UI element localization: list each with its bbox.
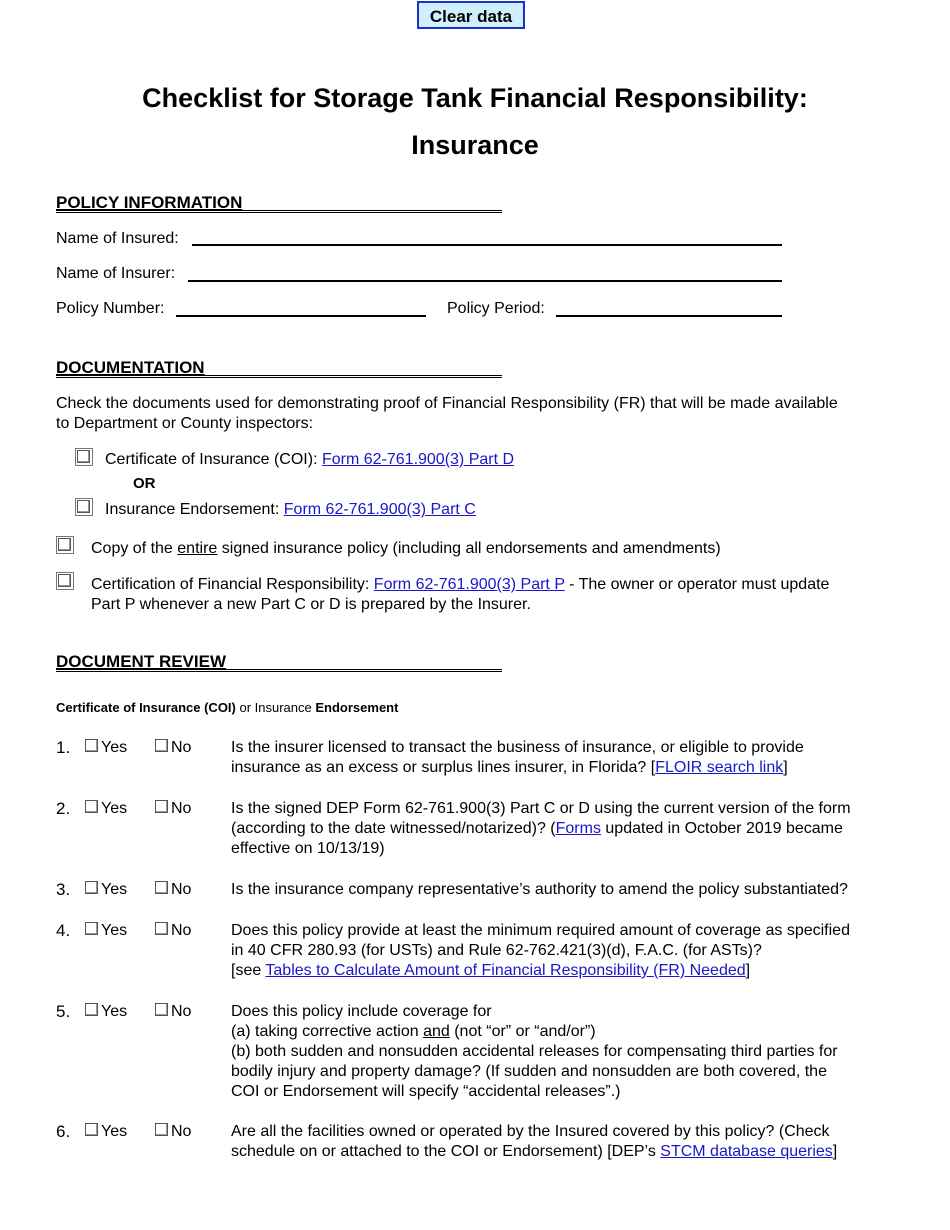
q6-text-line2 <box>231 1142 837 1162</box>
q6-yes-checkbox[interactable] <box>85 1123 98 1136</box>
endorsement-checkbox[interactable] <box>75 498 93 516</box>
certification-text: - The owner or operator must update <box>564 576 830 593</box>
checkbox-box <box>77 500 90 513</box>
yes-label: Yes <box>101 800 128 817</box>
review-subheading-coi: Certificate of Insurance (COI) <box>56 700 236 715</box>
page-title-line2: Insurance <box>411 130 539 160</box>
q5-text-line4: bodily injury and property damage? (If sudden and nonsudden are both covered, the <box>231 1063 827 1080</box>
q4-yes-checkbox[interactable] <box>85 922 98 935</box>
no-label: No <box>171 1123 192 1140</box>
policy-period-label: Policy Period: <box>447 300 545 317</box>
question-number: 1. <box>56 738 71 757</box>
q5-text-emphasis: and <box>423 1023 450 1040</box>
q6-no-checkbox[interactable] <box>155 1123 168 1136</box>
endorsement-form-link[interactable]: Form 62-761.900(3) Part C <box>283 501 476 518</box>
documentation-intro: Check the documents used for demonstrating proof of Financial Responsibility (FR) that will be made available <box>56 395 838 412</box>
certification-checkbox[interactable] <box>56 572 74 590</box>
question-number: 2. <box>56 799 71 818</box>
checkbox-box <box>77 450 90 463</box>
name-of-insurer-label: Name of Insurer: <box>56 265 176 282</box>
document-review-heading: DOCUMENT REVIEW <box>56 652 226 671</box>
q2-yes-checkbox[interactable] <box>85 800 98 813</box>
question-number: 5. <box>56 1002 71 1021</box>
coi-label: Certificate of Insurance (COI): <box>105 451 322 468</box>
q5-text: Does this policy include coverage for <box>231 1003 492 1020</box>
q2-no-checkbox[interactable] <box>155 800 168 813</box>
policy-information-heading: POLICY INFORMATION <box>56 193 243 212</box>
q1-text: Is the insurer licensed to transact the business of insurance, or eligible to provide <box>231 739 804 756</box>
q5-text-line3: (b) both sudden and nonsudden accidental releases for compensating third parties for <box>231 1043 838 1060</box>
documentation-intro-line2: to Department or County inspectors: <box>56 415 314 432</box>
no-label: No <box>171 881 192 898</box>
or-label: OR <box>133 475 156 492</box>
no-label: No <box>171 922 192 939</box>
no-label: No <box>171 800 192 817</box>
q5-text-pre: (a) taking corrective action <box>231 1023 424 1040</box>
policy-copy-item <box>91 539 721 559</box>
q3-text: Is the insurance company representative’s authority to amend the policy substantiated? <box>231 881 848 898</box>
q6-text-pre: schedule on or attached to the COI or Endorsement) [DEP’s <box>231 1143 661 1160</box>
policy-copy-emphasis: entire <box>177 540 218 557</box>
review-subheading-mid: or Insurance <box>235 700 316 715</box>
q4-text-post: ] <box>745 962 751 979</box>
yes-label: Yes <box>101 739 128 756</box>
fr-tables-link[interactable]: Tables to Calculate Amount of Financial Responsibility (FR) Needed <box>265 962 746 979</box>
q6-text: Are all the facilities owned or operated by the Insured covered by this policy? (Check <box>231 1123 830 1140</box>
section-divider <box>56 669 502 672</box>
stcm-database-link[interactable]: STCM database queries <box>660 1143 833 1160</box>
certification-line2: Part P whenever a new Part C or D is prepared by the Insurer. <box>91 596 531 613</box>
policy-period-field[interactable] <box>556 315 782 317</box>
name-of-insured-field[interactable] <box>192 244 782 246</box>
certification-form-link[interactable]: Form 62-761.900(3) Part P <box>373 576 565 593</box>
checkbox-box <box>58 574 71 587</box>
q4-text-pre: [see <box>231 962 266 979</box>
q1-text-post: ] <box>783 759 788 776</box>
q4-text: Does this policy provide at least the minimum required amount of coverage as specified <box>231 922 850 939</box>
name-of-insurer-field[interactable] <box>188 280 782 282</box>
endorsement-item <box>105 500 476 520</box>
clear-data-button[interactable]: Clear data <box>417 1 525 29</box>
floir-search-link[interactable]: FLOIR search link <box>655 759 784 776</box>
page-title: Checklist for Storage Tank Financial Responsibility: <box>142 83 808 113</box>
q1-text-pre: insurance as an excess or surplus lines insurer, in Florida? [ <box>231 759 656 776</box>
review-subheading <box>56 700 398 715</box>
q4-text-line3 <box>231 961 750 981</box>
q5-text-post: (not “or” or “and/or”) <box>449 1023 596 1040</box>
yes-label: Yes <box>101 922 128 939</box>
no-label: No <box>171 739 192 756</box>
yes-label: Yes <box>101 1003 128 1020</box>
yes-label: Yes <box>101 1123 128 1140</box>
q3-no-checkbox[interactable] <box>155 881 168 894</box>
policy-copy-checkbox[interactable] <box>56 536 74 554</box>
q2-text-post: updated in October 2019 became <box>600 820 843 837</box>
certification-label: Certification of Financial Responsibility: <box>91 576 374 593</box>
q5-no-checkbox[interactable] <box>155 1003 168 1016</box>
q2-text-line2 <box>231 819 843 839</box>
q4-no-checkbox[interactable] <box>155 922 168 935</box>
coi-checkbox[interactable] <box>75 448 93 466</box>
section-divider <box>56 210 502 213</box>
q6-text-post: ] <box>832 1143 838 1160</box>
section-divider <box>56 375 502 378</box>
q2-text-line3: effective on 10/13/19) <box>231 840 385 857</box>
coi-item <box>105 450 514 470</box>
q4-text-line2: in 40 CFR 280.93 (for USTs) and Rule 62-762.421(3)(d), F.A.C. (for ASTs)? <box>231 942 762 959</box>
no-label: No <box>171 1003 192 1020</box>
q5-yes-checkbox[interactable] <box>85 1003 98 1016</box>
policy-copy-text: Copy of the <box>91 540 178 557</box>
q5-text-line2 <box>231 1022 596 1042</box>
policy-number-label: Policy Number: <box>56 300 165 317</box>
q1-yes-checkbox[interactable] <box>85 739 98 752</box>
certification-item <box>91 575 829 595</box>
question-number: 6. <box>56 1122 71 1141</box>
coi-form-link[interactable]: Form 62-761.900(3) Part D <box>321 451 515 468</box>
endorsement-label: Insurance Endorsement: <box>105 501 284 518</box>
q2-text: Is the signed DEP Form 62-761.900(3) Part C or D using the current version of the form <box>231 800 851 817</box>
checkbox-box <box>58 538 71 551</box>
q2-text-pre: (according to the date witnessed/notarized)? ( <box>231 820 556 837</box>
question-number: 3. <box>56 880 71 899</box>
q3-yes-checkbox[interactable] <box>85 881 98 894</box>
forms-link[interactable]: Forms <box>555 820 601 837</box>
documentation-heading: DOCUMENTATION <box>56 358 205 377</box>
name-of-insured-label: Name of Insured: <box>56 230 179 247</box>
question-number: 4. <box>56 921 71 940</box>
q1-no-checkbox[interactable] <box>155 739 168 752</box>
review-subheading-endorsement: Endorsement <box>315 700 399 715</box>
policy-copy-text-end: signed insurance policy (including all endorsements and amendments) <box>217 540 721 557</box>
q5-text-line5: COI or Endorsement will specify “accidental releases”.) <box>231 1083 621 1100</box>
q1-text-line2 <box>231 758 788 778</box>
policy-number-field[interactable] <box>176 315 426 317</box>
yes-label: Yes <box>101 881 128 898</box>
